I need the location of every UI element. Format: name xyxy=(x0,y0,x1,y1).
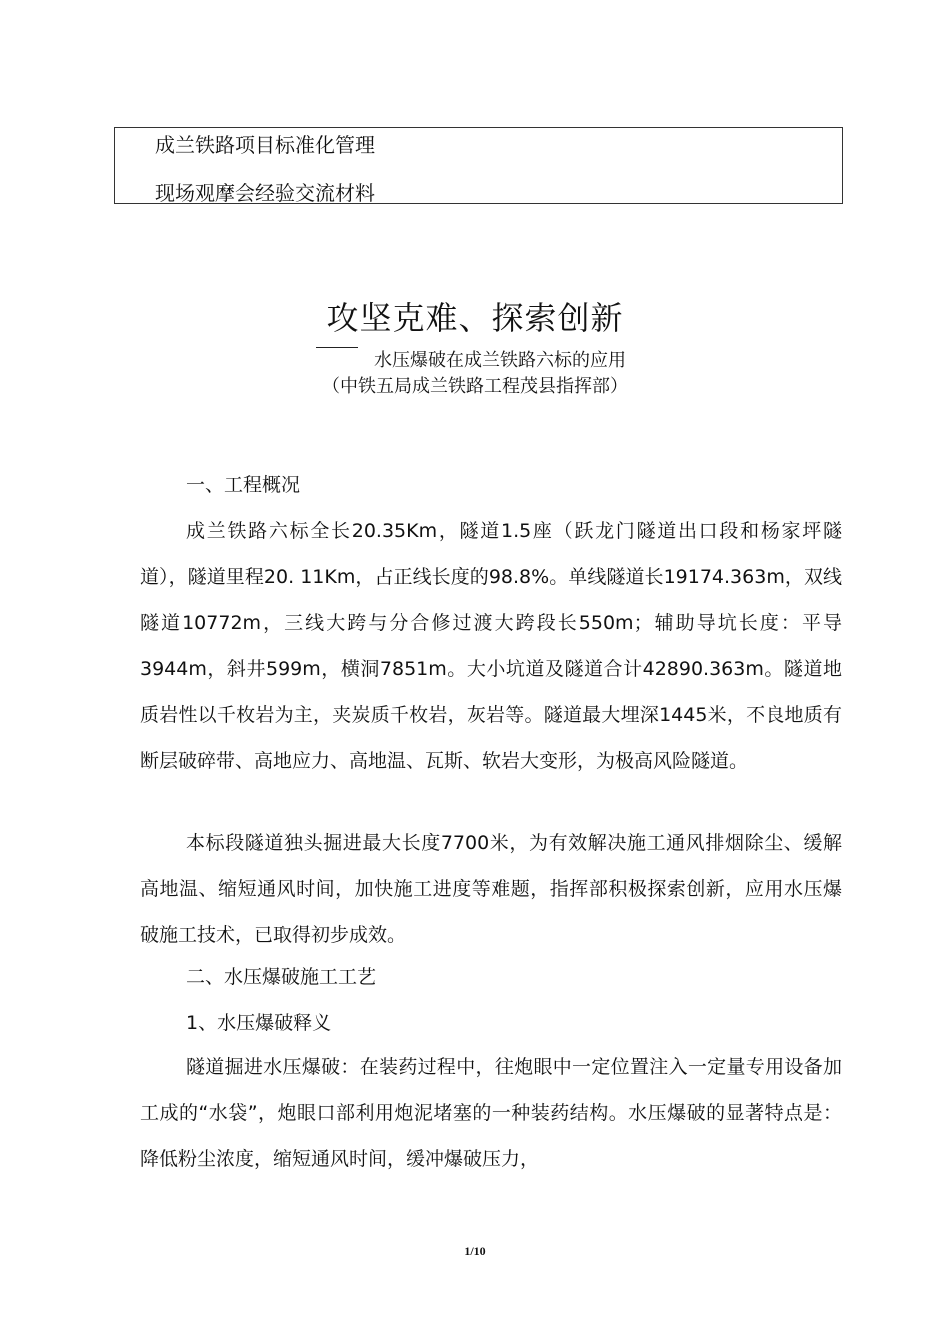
section-2-heading: 二、水压爆破施工工艺 xyxy=(186,966,377,988)
section-1-paragraph-1: 成兰铁路六标全长20.35Km，隧道1.5座（跃龙门隧道出口段和杨家坪隧道），隧道里程20. 11Km，占正线长度的98.8%。单线隧道长19174.363m，双线隧道10772m，三线大跨与分合修过渡大跨段长550m；辅助导坑长度：平导3944m，斜井599m，横洞7851m。大小坑道及隧道合计42890.363m。隧道地质岩性以千枚岩为主，夹炭质千枚岩，灰岩等。隧道最大埋深1445米，不良地质有断层破碎带、高地应力、高地温、瓦斯、软岩大变形，为极高风险隧道。 xyxy=(140,520,842,772)
section-1-heading: 一、工程概况 xyxy=(186,474,301,496)
page-number: 1/10 xyxy=(464,1244,486,1258)
subtitle-line-2: （中铁五局成兰铁路工程茂县指挥部） xyxy=(322,376,628,397)
header-line-2: 现场观摩会经验交流材料 xyxy=(155,181,375,205)
header-line-1: 成兰铁路项目标准化管理 xyxy=(155,133,375,157)
section-2-subheading-1: 1、水压爆破释义 xyxy=(186,1012,332,1034)
header-box xyxy=(114,127,843,204)
document-title: 攻坚克难、探索创新 xyxy=(326,299,624,337)
section-1-paragraph-2: 本标段隧道独头掘进最大长度7700米，为有效解决施工通风排烟除尘、缓解高地温、缩短通风时间，加快施工进度等难题，指挥部积极探索创新，应用水压爆破施工技术，已取得初步成效。 xyxy=(140,832,842,946)
section-2-paragraph-1: 隧道掘进水压爆破：在装药过程中，往炮眼中一定位置注入一定量专用设备加工成的“水袋”，炮眼口部利用炮泥堵塞的一种装药结构。水压爆破的显著特点是：降低粉尘浓度，缩短通风时间，缓冲爆破压力， xyxy=(140,1056,842,1170)
subtitle-dash xyxy=(316,347,358,348)
subtitle-line-1: 水压爆破在成兰铁路六标的应用 xyxy=(374,350,626,371)
